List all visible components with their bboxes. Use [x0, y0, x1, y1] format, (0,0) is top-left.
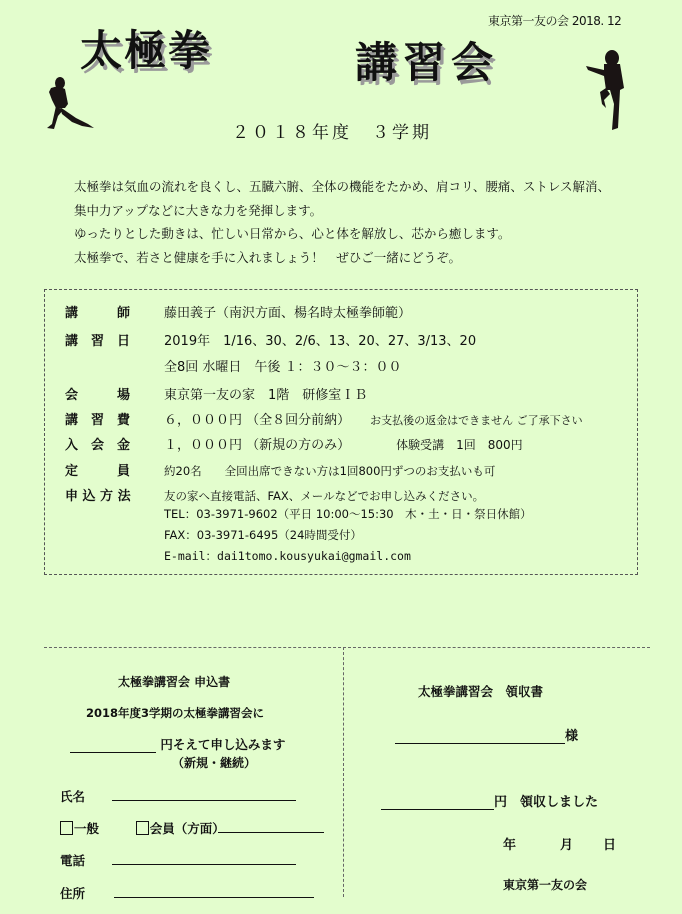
intro-line: 集中力アップなどに大きな力を発揮します。 — [74, 202, 323, 218]
receipt-amount-suffix: 円 領収しました — [494, 795, 599, 810]
title-koshukai: 講習会 — [355, 38, 500, 87]
receipt-month: 月 — [560, 838, 574, 853]
general-checkbox[interactable] — [60, 821, 73, 835]
application-form-amount-line — [70, 735, 285, 753]
apply-email[interactable]: E-mail：dai1tomo.kousyukai@gmail.com — [164, 549, 411, 563]
info-row-dates-schedule — [65, 356, 402, 375]
intro-line: 太極拳で、若さと健康を手に入れましょう！ ぜひご一緒にどうぞ。 — [74, 249, 462, 265]
info-label: 入 会 金 — [65, 438, 131, 453]
receipt-amount-line — [381, 791, 598, 810]
cut-line-vertical — [343, 647, 344, 897]
info-value: 全8回 水曜日 午後 １：３０～３：００ — [164, 360, 402, 375]
info-row-instructor — [65, 302, 411, 321]
info-row-capacity — [65, 460, 495, 479]
apply-fax: FAX：03-3971-6495（24時間受付） — [164, 528, 362, 542]
member-area-field[interactable] — [218, 817, 324, 833]
info-note: お支払後の返金はできません ご了承下さい — [370, 414, 583, 427]
info-row-fee — [65, 409, 583, 428]
address-field[interactable] — [114, 882, 314, 898]
info-label: 申 込 方 法 — [65, 489, 131, 504]
intro-text — [74, 175, 610, 269]
info-row-venue — [65, 384, 367, 403]
info-box — [44, 289, 638, 575]
info-value: 約20名 全回出席できない方は1回800円ずつのお支払いも可 — [164, 464, 496, 478]
receipt-name-suffix: 様 — [565, 729, 579, 744]
amount-field[interactable] — [70, 752, 156, 753]
receipt-name-field[interactable] — [395, 743, 565, 744]
receipt-day: 日 — [603, 838, 617, 853]
application-form-title: 太極拳講習会 申込書 — [118, 675, 231, 689]
name-field[interactable] — [112, 785, 296, 801]
intro-line: 太極拳は気血の流れを良くし、五臓六腑、全体の機能をたかめ、肩コリ、腰痛、ストレス解消、 — [74, 179, 611, 194]
receipt-amount-field[interactable] — [381, 809, 494, 810]
receipt-org: 東京第一友の会 — [503, 878, 588, 892]
info-label: 講 師 — [65, 306, 131, 321]
taichi-figure-right-icon — [584, 48, 632, 132]
receipt-date — [503, 834, 616, 853]
info-row-dates — [65, 330, 476, 349]
membership-row — [60, 819, 225, 837]
receipt-title: 太極拳講習会 領収書 — [418, 684, 544, 699]
amount-suffix: 円そえて申し込みます — [160, 737, 286, 752]
apply-tel: TEL：03-3971-9602（平日 10:00～15:30 木・土・日・祭日休館） — [164, 507, 532, 521]
cut-line-horizontal — [44, 647, 650, 648]
address-label: 住所 — [60, 886, 86, 901]
info-label: 定 員 — [65, 464, 131, 479]
taichi-figure-left-icon — [38, 76, 94, 132]
member-checkbox[interactable] — [136, 821, 149, 835]
info-label: 講 習 費 — [65, 413, 131, 428]
info-row-entry-fee — [65, 434, 523, 453]
info-value: 友の家へ直接電話、FAX、メールなどでお申し込みください。 — [164, 489, 485, 503]
info-value: 東京第一友の家 1階 研修室ＩＢ — [164, 388, 368, 403]
receipt-year: 年 — [503, 838, 517, 853]
info-row-apply — [65, 485, 484, 504]
info-value: ６，０００円 （全８回分前納） — [164, 413, 351, 428]
intro-line: ゆったりとした動きは、忙しい日常から、心と体を解放し、芯から癒します。 — [74, 226, 511, 241]
general-label: 一般 — [74, 821, 100, 836]
info-label: 会 場 — [65, 388, 131, 403]
org-date-label: 東京第一友の会 2018. 12 — [488, 14, 622, 28]
name-label: 氏名 — [60, 789, 86, 804]
application-form-type: （新規・継続） — [172, 756, 257, 770]
application-form-line1: 2018年度3学期の太極拳講習会に — [86, 706, 265, 720]
member-label: 会員（方面） — [149, 821, 225, 836]
phone-label: 電話 — [60, 853, 86, 868]
info-value: １，０００円 （新規の方のみ） — [164, 438, 351, 453]
title-taikyokuken: 太極拳 — [80, 26, 213, 75]
receipt-name-line — [395, 725, 578, 744]
info-label: 講 習 日 — [65, 334, 131, 349]
info-value: 2019年 1/16、30、2/6、13、20、27、3/13、20 — [164, 334, 477, 349]
info-note: 体験受講 1回 800円 — [396, 438, 523, 452]
info-value: 藤田義子（南沢方面、楊名時太極拳師範） — [164, 306, 412, 321]
term-heading: ２０１８年度 ３学期 — [232, 123, 432, 143]
phone-field[interactable] — [112, 849, 296, 865]
